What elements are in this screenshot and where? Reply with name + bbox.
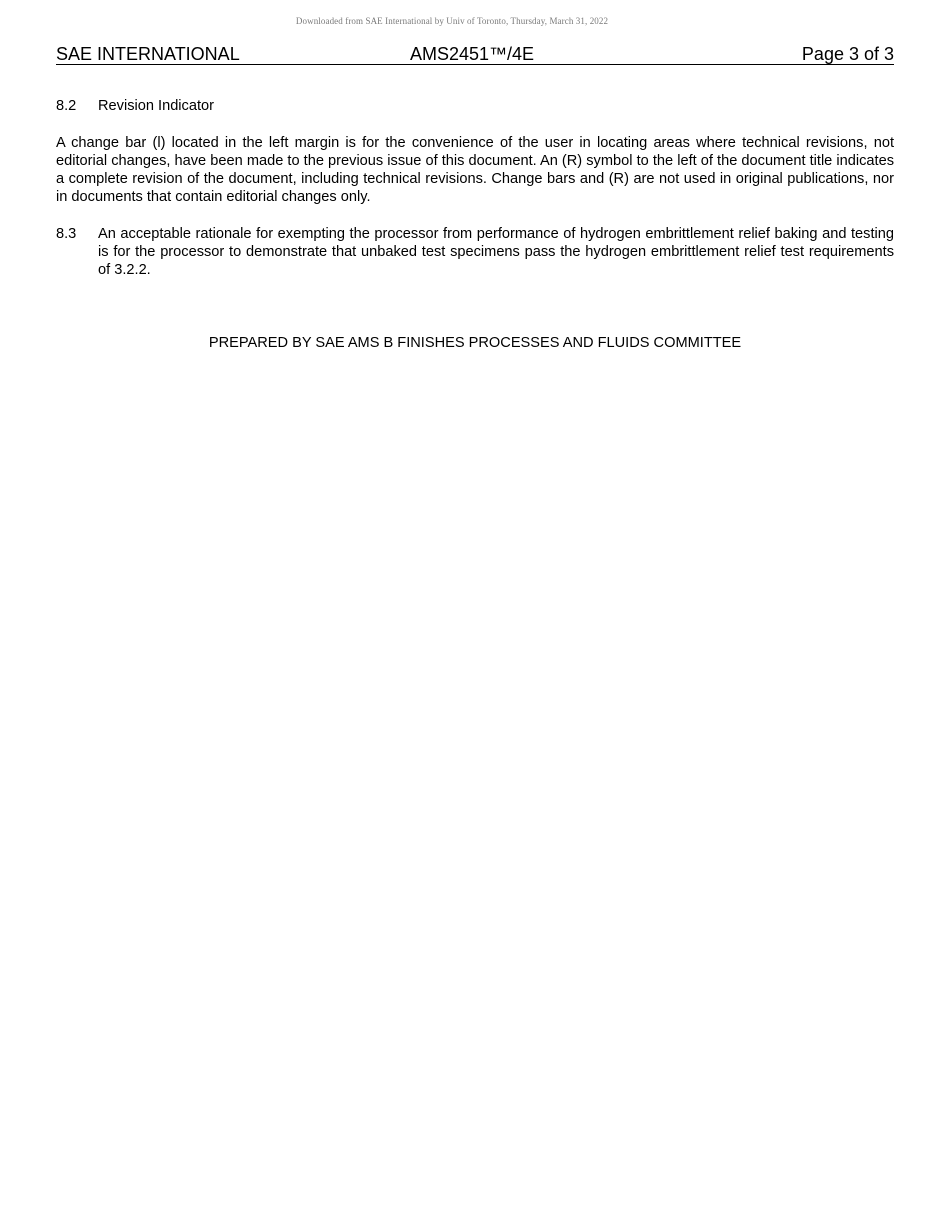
header-page-number: Page 3 of 3 <box>801 44 894 64</box>
page-header <box>56 44 894 65</box>
header-document-number: AMS2451™/4E <box>410 44 535 64</box>
prepared-by-statement: PREPARED BY SAE AMS B FINISHES PROCESSES AND FLUIDS COMMITTEE <box>208 335 742 351</box>
section-title: Revision Indicator <box>98 98 214 114</box>
download-watermark: Downloaded from SAE International by Univ of Toronto, Thursday, March 31, 2022 <box>295 16 609 26</box>
section-8-3-paragraph: An acceptable rationale for exempting the processor from performance of hydrogen embrittlement relief baking and testing is for the processor to demonstrate that unbaked test specimens pass the hydrogen embrittlement relief test requirements of 3.2.2. <box>98 226 894 278</box>
document-body <box>56 97 894 279</box>
section-8-3 <box>56 225 894 279</box>
header-organization: SAE INTERNATIONAL <box>56 44 240 64</box>
section-8-2-heading <box>56 97 894 115</box>
section-number: 8.3 <box>56 226 77 242</box>
section-number: 8.2 <box>56 98 77 114</box>
section-8-2-paragraph: A change bar (l) located in the left margin is for the convenience of the user in locating areas where technical revisions, not editorial changes, have been made to the previous issue of this document. An (R) symbol to the left of the document title indicates a complete revision of the document, including technical revisions. Change bars and (R) are not used in original publications, nor in documents that contain editorial changes only. <box>56 135 894 205</box>
